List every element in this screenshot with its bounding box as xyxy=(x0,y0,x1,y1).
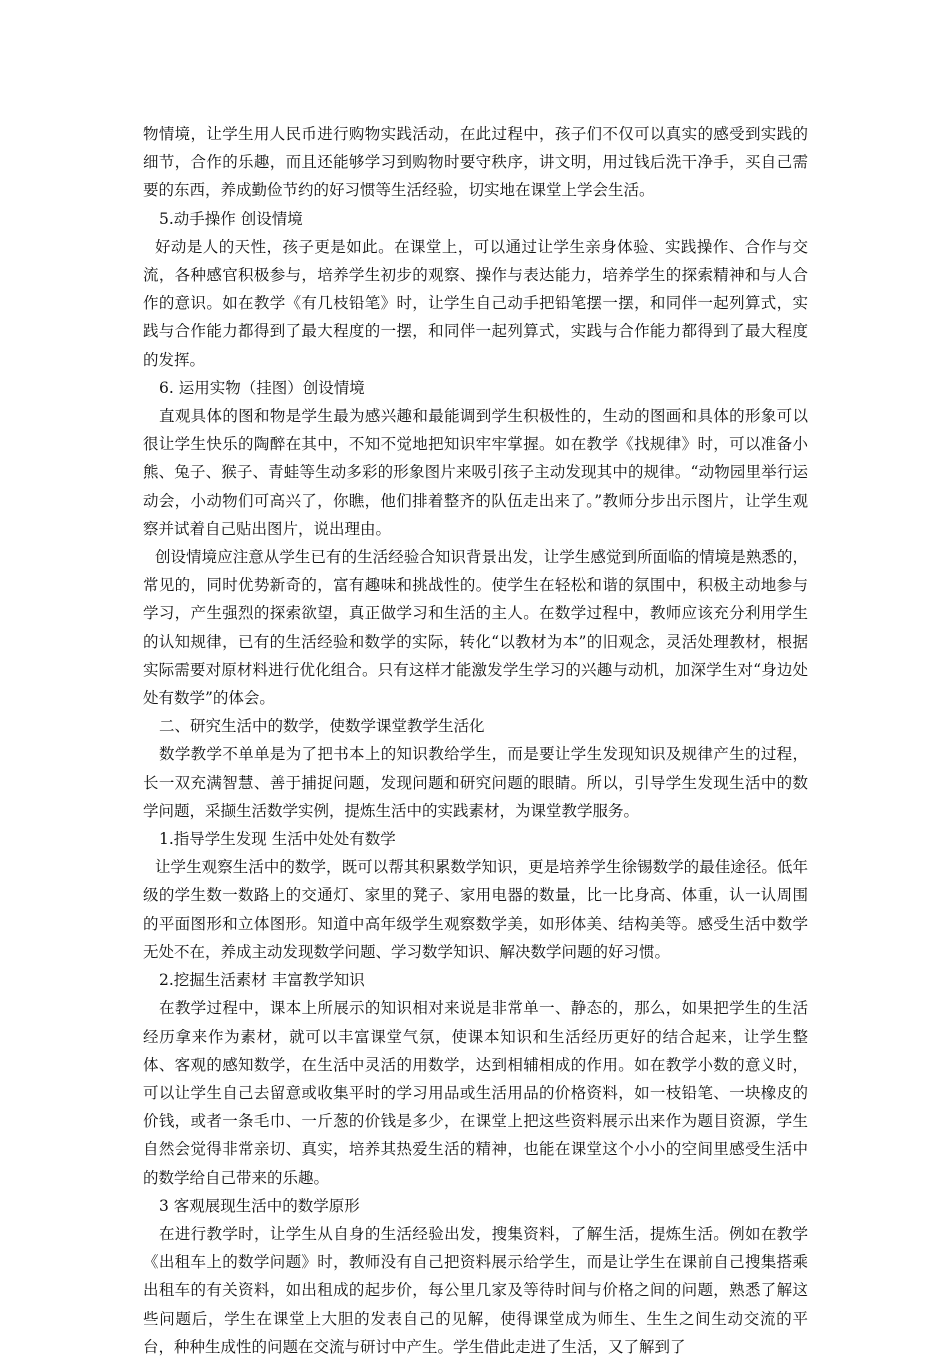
section-heading-3: 3 客观展现生活中的数学原形 xyxy=(159,1196,360,1215)
section-heading-1: 1.指导学生发现 生活中处处有数学 xyxy=(159,830,396,849)
paragraph: 让学生观察生活中的数学，既可以帮其积累数学知识，更是培养学生徐锡数学的最佳途径。低年级的学生数一数路上的交通灯、家里的凳子、家用电器的数量，比一比身高、体重，认一认周围的平面图形和立体图形。知道中高年级学生观察数学美，如形体美、结构美等。感受生活中数学无处不在，养成主动发现数学问题、学习数学知识、解决数学问题的好习惯。 xyxy=(143,858,808,961)
paragraph: 创设情境应注意从学生已有的生活经验合知识背景出发，让学生感觉到所面临的情境是熟悉的，常见的，同时优势新奇的，富有趣味和挑战性的。使学生在轻松和谐的氛围中，积极主动地参与学习，产生强烈的探索欲望，真正做学习和生活的主人。在数学过程中，教师应该充分利用学生的认知规律，已有的生活经验和数学的实际，转化“以教材为本”的旧观念，灵活处理教材，根据实际需要对原材料进行优化组合。只有这样才能激发学生学习的兴趣与动机，加深学生对“身边处处有数学”的体会。 xyxy=(143,548,808,708)
paragraph: 在教学过程中，课本上所展示的知识相对来说是非常单一、静态的，那么，如果把学生的生活经历拿来作为素材，就可以丰富课堂气氛，使课本知识和生活经历更好的结合起来，让学生整体、客观的感知数学，在生活中灵活的用数学，达到相辅相成的作用。如在教学小数的意义时，可以让学生自己去留意或收集平时的学习用品或生活用品的价格资料，如一枝铅笔、一块橡皮的价钱，或者一条毛巾、一斤葱的价钱是多少，在课堂上把这些资料展示出来作为题目资源，学生自然会觉得非常亲切、真实，培养其热爱生活的精神，也能在课堂这个小小的空间里感受生活中的数学给自己带来的乐趣。 xyxy=(143,999,808,1187)
section-heading-6: 6. 运用实物（挂图）创设情境 xyxy=(159,378,365,397)
section-heading-5: 5.动手操作 创设情境 xyxy=(159,209,303,228)
section-heading-part-2: 二、研究生活中的数学，使数学课堂教学生活化 xyxy=(159,717,485,736)
paragraph: 在进行教学时，让学生从自身的生活经验出发，搜集资料，了解生活，提炼生活。例如在教学《出租车上的数学问题》时，教师没有自己把资料展示给学生，而是让学生在课前自己搜集搭乘出租车的有关资料，如出租成的起步价，每公里几家及等待时间与价格之间的问题，熟悉了解这些问题后，学生在课堂上大胆的发表自己的见解，使得课堂成为师生、生生之间生动交流的平台，种种生成性的问题在交流与研讨中产生。学生借此走进了生活，又了解到了 xyxy=(143,1224,808,1356)
paragraph: 直观具体的图和物是学生最为感兴趣和最能调到学生积极性的，生动的图画和具体的形象可以很让学生快乐的陶醉在其中，不知不觉地把知识牢牢掌握。如在教学《找规律》时，可以准备小熊、兔子、猴子、青蛙等生动多彩的形象图片来吸引孩子主动发现其中的规律。“动物园里举行运动会，小动物们可高兴了，你瞧，他们排着整齐的队伍走出来了。”教师分步出示图片，让学生观察并试着自己贴出图片，说出理由。 xyxy=(143,407,808,538)
paragraph: 数学教学不单单是为了把书本上的知识教给学生，而是要让学生发现知识及规律产生的过程，长一双充满智慧、善于捕捉问题，发现问题和研究问题的眼睛。所以，引导学生发现生活中的数学问题，采撷生活数学实例，提炼生活中的实践素材，为课堂教学服务。 xyxy=(143,745,808,820)
paragraph: 好动是人的天性，孩子更是如此。在课堂上，可以通过让学生亲身体验、实践操作、合作与交流，各种感官积极参与，培养学生初步的观察、操作与表达能力，培养学生的探索精神和与人合作的意识。如在教学《有几枝铅笔》时，让学生自己动手把铅笔摆一摆，和同伴一起列算式，实践与合作能力都得到了最大程度的一摆，和同伴一起列算式，实践与合作能力都得到了最大程度的发挥。 xyxy=(143,237,808,369)
document-body xyxy=(143,120,808,1361)
section-heading-2: 2.挖掘生活素材 丰富教学知识 xyxy=(159,971,365,990)
paragraph-continued: 物情境，让学生用人民币进行购物实践活动，在此过程中，孩子们不仅可以真实的感受到实践的细节，合作的乐趣，而且还能够学习到购物时要守秩序，讲文明，用过钱后洗干净手，买自己需要的东西，养成勤俭节约的好习惯等生活经验，切实地在课堂上学会生活。 xyxy=(143,125,808,200)
